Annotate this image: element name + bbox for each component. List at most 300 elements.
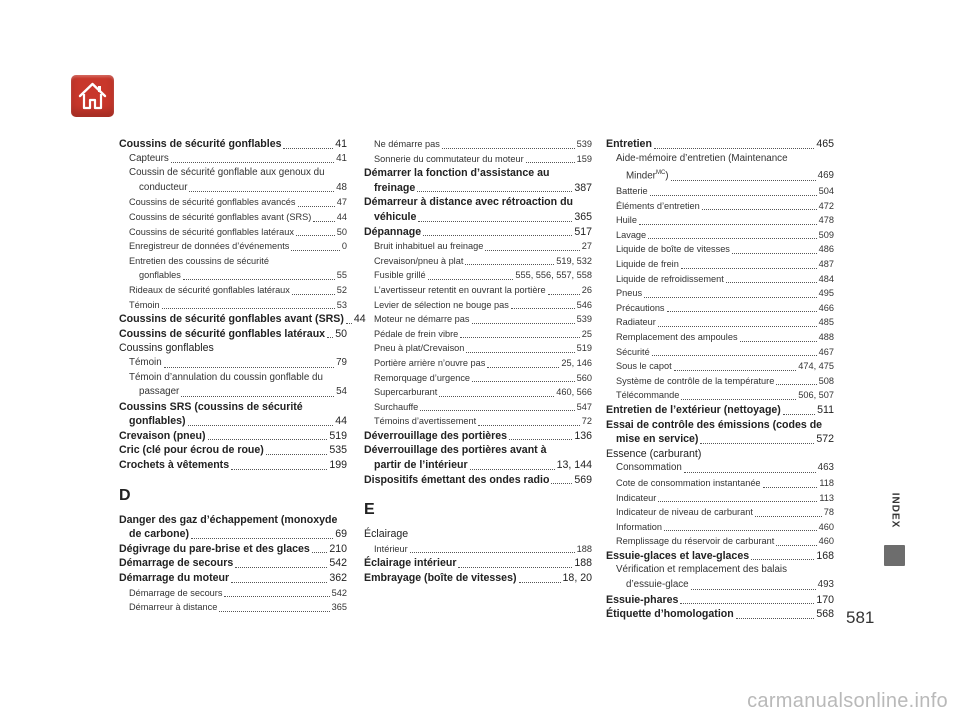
dot-leader — [423, 235, 572, 236]
index-subentry[interactable] — [364, 239, 592, 254]
entry-row — [616, 199, 834, 214]
index-entry[interactable] — [119, 513, 347, 542]
dot-leader — [658, 501, 817, 502]
index-subentry[interactable] — [606, 152, 834, 184]
entry-page[interactable]: 535 — [329, 444, 347, 457]
dot-leader — [509, 439, 572, 440]
index-entry[interactable] — [119, 571, 347, 586]
index-subentry[interactable] — [606, 491, 834, 506]
entry-text: Démarreur à distance — [129, 602, 218, 613]
entry-page[interactable]: 159 — [576, 153, 592, 164]
entry-row — [119, 327, 347, 342]
entry-page[interactable]: 560 — [576, 372, 592, 383]
entry-page[interactable]: 460, 566 — [556, 387, 592, 398]
entry-page[interactable]: 542 — [329, 557, 347, 570]
index-entry[interactable] — [606, 549, 834, 564]
entry-row — [119, 556, 347, 571]
dot-leader — [283, 148, 333, 149]
entry-page[interactable]: 387 — [574, 181, 592, 194]
entry-page[interactable]: 546 — [576, 299, 592, 310]
index-subentry[interactable] — [606, 476, 834, 491]
entry-text: Coussins de sécurité gonflables avancés — [129, 197, 296, 208]
home-icon — [76, 80, 109, 112]
index-subentry[interactable] — [119, 298, 347, 313]
dot-leader — [191, 538, 333, 539]
entry-row — [616, 213, 834, 228]
entry-row — [374, 327, 592, 342]
entry-text: Démarrage du moteur — [119, 572, 230, 585]
entry-page[interactable]: 466 — [818, 302, 834, 313]
entry-row — [374, 152, 592, 167]
entry-row — [129, 210, 347, 225]
index-tab-marker[interactable] — [884, 545, 905, 566]
entry-page[interactable]: 539 — [576, 139, 592, 149]
entry-page[interactable]: 517 — [574, 225, 592, 238]
entry-row — [616, 272, 834, 287]
entry-row — [616, 301, 834, 316]
entry-row — [606, 403, 834, 418]
entry-page[interactable]: 79 — [336, 356, 347, 368]
index-entry[interactable] — [119, 400, 347, 429]
entry-row — [119, 312, 366, 327]
dot-leader — [751, 559, 814, 560]
entry-row — [119, 542, 347, 557]
entry-row — [129, 283, 347, 298]
entry-text: Moteur ne démarre pas — [374, 314, 470, 325]
index-entry[interactable] — [364, 195, 592, 224]
entry-page[interactable]: 484 — [818, 273, 834, 284]
entry-text: Coussins de sécurité gonflables latéraux — [129, 226, 294, 237]
entry-page[interactable]: 488 — [818, 331, 834, 342]
dot-leader — [674, 370, 797, 371]
entry-row — [616, 166, 834, 184]
dot-leader — [410, 552, 575, 553]
entry-page[interactable]: 365 — [574, 210, 592, 223]
entry-page[interactable]: 474, 475 — [798, 361, 834, 372]
entry-text: Remorquage d’urgence — [374, 372, 471, 383]
entry-text: Capteurs — [129, 152, 169, 164]
index-subentry[interactable] — [606, 199, 834, 214]
dot-leader — [526, 162, 575, 163]
entry-page[interactable]: 69 — [335, 528, 347, 541]
index-subentry[interactable] — [606, 345, 834, 360]
entry-text: Ne démarre pas — [374, 139, 440, 149]
index-subentry[interactable] — [119, 225, 347, 240]
entry-page[interactable]: 78 — [823, 507, 834, 518]
index-subentry[interactable] — [364, 312, 592, 327]
entry-page[interactable]: 478 — [818, 215, 834, 226]
dot-leader — [428, 279, 514, 280]
entry-page[interactable]: 467 — [818, 346, 834, 357]
entry-row — [606, 549, 834, 564]
index-subentry[interactable] — [606, 534, 834, 549]
entry-page[interactable]: 188 — [576, 543, 592, 554]
entry-page[interactable]: 509 — [818, 229, 834, 240]
index-entry[interactable] — [119, 429, 347, 444]
dot-leader — [648, 238, 817, 239]
entry-page[interactable]: 25, 146 — [561, 357, 592, 368]
entry-page[interactable]: 136 — [574, 429, 592, 442]
entry-text: Système de contrôle de la température — [616, 375, 775, 386]
entry-text: Déverrouillage des portières avant à — [364, 444, 547, 457]
entry-text: Lavage — [616, 229, 647, 240]
entry-text: Sonnerie du commutateur du moteur — [374, 153, 524, 164]
entry-text: Liquide de boîte de vitesses — [616, 244, 730, 255]
entry-page[interactable]: 547 — [576, 401, 592, 412]
index-entry[interactable] — [364, 166, 592, 195]
entry-page[interactable]: 472 — [818, 200, 834, 211]
entry-row — [616, 491, 834, 506]
entry-page[interactable]: 519 — [329, 429, 347, 442]
dot-leader — [726, 282, 817, 283]
dot-leader — [487, 367, 559, 368]
index-subentry[interactable] — [364, 327, 592, 342]
index-subentry[interactable] — [364, 137, 592, 152]
index-subentry[interactable] — [364, 268, 592, 283]
entry-page[interactable]: 25 — [581, 328, 592, 339]
entry-text: Liquide de refroidissement — [616, 273, 724, 284]
dot-leader — [219, 611, 329, 612]
entry-text: Témoin d’annulation du coussin gonflable du — [129, 371, 323, 383]
index-entry[interactable] — [119, 542, 347, 557]
entry-page[interactable]: 519 — [576, 343, 592, 354]
entry-page[interactable]: 493 — [817, 579, 834, 591]
index-subentry[interactable] — [119, 195, 347, 210]
entry-text: Essuie-phares — [606, 593, 679, 606]
entry-page[interactable]: 44 — [336, 211, 347, 222]
index-subentry[interactable] — [606, 315, 834, 330]
dot-leader — [208, 439, 328, 440]
dot-leader — [231, 582, 327, 583]
entry-row — [616, 315, 834, 330]
entry-page[interactable]: 26 — [581, 284, 592, 295]
entry-text: Liquide de frein — [616, 259, 679, 270]
dot-leader — [418, 221, 572, 222]
dot-leader — [417, 191, 572, 192]
index-subentry[interactable] — [364, 298, 592, 313]
index-entry[interactable] — [119, 443, 347, 458]
entry-page[interactable]: 460 — [818, 521, 834, 532]
index-subentry[interactable] — [606, 242, 834, 257]
trademark-superscript: MC — [655, 170, 666, 177]
index-subentry[interactable] — [606, 388, 834, 403]
page-number: 581 — [846, 608, 875, 627]
entry-page[interactable]: 495 — [818, 288, 834, 299]
index-subentry[interactable] — [606, 461, 834, 476]
entry-text: Remplacement des ampoules — [616, 331, 738, 342]
entry-page[interactable]: 48 — [336, 181, 347, 193]
entry-row — [606, 137, 834, 152]
entry-row — [119, 429, 347, 444]
entry-text: gonflables) — [129, 415, 186, 428]
index-subentry[interactable] — [606, 257, 834, 272]
entry-page[interactable]: 486 — [818, 244, 834, 255]
dot-leader — [478, 425, 580, 426]
index-subentry[interactable] — [606, 563, 834, 592]
entry-page[interactable]: 113 — [819, 492, 834, 503]
entry-row — [129, 600, 347, 615]
index-entry[interactable] — [606, 593, 834, 608]
entry-page[interactable]: 44 — [353, 313, 366, 326]
entry-page[interactable]: 41 — [335, 138, 347, 150]
entry-text: Télécommande — [616, 390, 680, 401]
entry-page[interactable]: 50 — [336, 226, 347, 237]
index-subentry[interactable] — [606, 359, 834, 374]
dot-leader — [639, 224, 817, 225]
index-subentry[interactable] — [364, 400, 592, 415]
entry-text: L’avertisseur retentit en ouvrant la portière — [374, 284, 546, 295]
index-subentry[interactable] — [606, 228, 834, 243]
entry-row — [119, 571, 347, 586]
entry-text: freinage — [374, 181, 416, 194]
entry-page[interactable]: 18, 20 — [562, 572, 592, 585]
entry-page[interactable]: 508 — [818, 375, 834, 386]
entry-page[interactable]: 504 — [818, 186, 834, 197]
entry-row — [129, 225, 347, 240]
entry-page[interactable]: 44 — [335, 415, 347, 428]
entry-text: Cote de consommation instantanée — [616, 477, 761, 488]
entry-page[interactable]: 188 — [574, 557, 592, 570]
entry-text: mise en service) — [616, 433, 699, 446]
index-entry[interactable] — [364, 225, 592, 240]
index-subentry[interactable] — [119, 586, 347, 601]
dot-leader — [681, 399, 796, 400]
entry-text: Entretien de l’extérieur (nettoyage) — [606, 403, 781, 416]
entry-page[interactable]: 52 — [336, 284, 347, 295]
index-heading: Essence (carburant) — [606, 447, 702, 460]
entry-page[interactable]: 469 — [817, 170, 834, 182]
index-subentry[interactable] — [119, 254, 347, 283]
index-entry[interactable] — [119, 458, 347, 473]
watermark: carmanualsonline.info — [747, 690, 948, 712]
entry-text: Huile — [616, 215, 637, 226]
dot-leader — [783, 414, 815, 415]
entry-row — [364, 473, 592, 488]
entry-page[interactable]: 539 — [576, 314, 592, 325]
entry-page[interactable]: 72 — [581, 416, 592, 427]
dot-leader — [472, 323, 575, 324]
entry-page[interactable]: 463 — [817, 462, 834, 474]
entry-row — [129, 239, 347, 254]
index-subentry[interactable] — [364, 254, 592, 269]
index-entry[interactable] — [119, 327, 347, 342]
entry-page[interactable]: 27 — [581, 241, 592, 252]
entry-row — [364, 210, 592, 225]
entry-text: véhicule — [374, 210, 417, 223]
entry-row — [374, 414, 592, 429]
entry-text: Portière arrière n’ouvre pas — [374, 357, 486, 368]
entry-text: de carbone) — [129, 528, 190, 541]
entry-page[interactable]: 460 — [818, 536, 834, 547]
entry-text: Coussins de sécurité gonflables latéraux — [119, 327, 326, 340]
index-subentry[interactable] — [119, 152, 347, 167]
index-subentry[interactable] — [119, 239, 347, 254]
home-button[interactable] — [71, 75, 114, 117]
index-subentry[interactable] — [364, 283, 592, 298]
entry-text: Bruit inhabituel au freinage — [374, 241, 484, 252]
index-subentry[interactable] — [119, 166, 347, 195]
entry-row — [364, 225, 592, 240]
entry-page[interactable]: 118 — [819, 477, 834, 488]
entry-row — [129, 195, 347, 210]
index-entry[interactable] — [606, 137, 834, 152]
entry-text: Consommation — [616, 462, 682, 474]
index-entry[interactable] — [119, 137, 347, 152]
entry-page[interactable]: 519, 532 — [556, 255, 592, 266]
dot-leader — [681, 268, 817, 269]
index-subentry[interactable] — [119, 600, 347, 615]
index-subentry[interactable] — [119, 283, 347, 298]
entry-text: Rideaux de sécurité gonflables latéraux — [129, 284, 290, 295]
dot-leader — [189, 191, 334, 192]
dot-leader — [164, 367, 334, 368]
entry-row — [616, 578, 834, 593]
index-subentry[interactable] — [606, 301, 834, 316]
index-entry[interactable] — [119, 312, 366, 327]
entry-text: Information — [616, 521, 662, 532]
entry-row — [616, 359, 834, 374]
entry-page[interactable]: 487 — [818, 259, 834, 270]
index-subentry[interactable] — [364, 341, 592, 356]
entry-text: partir de l’intérieur — [374, 459, 468, 472]
index-subentry[interactable] — [364, 385, 592, 400]
entry-page[interactable]: 506, 507 — [798, 390, 834, 401]
entry-text: Aide-mémoire d’entretien (Maintenance — [616, 152, 788, 164]
index-subentry[interactable] — [606, 286, 834, 301]
entry-text: d’essuie-glace — [626, 579, 689, 591]
entry-row — [374, 254, 592, 269]
entry-page[interactable]: 210 — [329, 542, 347, 555]
entry-text: passager — [139, 386, 180, 398]
entry-row — [606, 432, 834, 447]
entry-text: Sous le capot — [616, 361, 672, 372]
dot-leader — [291, 250, 340, 251]
entry-text: Démarrer la fonction d’assistance au — [364, 167, 550, 180]
entry-row — [364, 181, 592, 196]
entry-text: Éclairage intérieur — [364, 557, 457, 570]
index-subentry[interactable] — [606, 213, 834, 228]
index-subentry[interactable] — [606, 374, 834, 389]
entry-page[interactable]: 199 — [329, 459, 347, 472]
index-subentry[interactable] — [606, 272, 834, 287]
entry-page[interactable]: 13, 144 — [556, 459, 592, 472]
entry-row — [119, 414, 347, 429]
dot-leader — [671, 180, 816, 181]
entry-row — [616, 184, 834, 199]
index-subentry[interactable] — [119, 356, 347, 371]
index-entry[interactable] — [119, 556, 347, 571]
dot-leader — [188, 425, 334, 426]
entry-page[interactable]: 362 — [329, 572, 347, 585]
entry-text: Minder$^{MC}$) — [626, 170, 669, 182]
index-entry[interactable] — [364, 443, 592, 472]
dot-leader — [776, 384, 816, 385]
entry-page[interactable]: 568 — [816, 608, 834, 621]
index-subentry[interactable] — [364, 152, 592, 167]
dot-leader — [235, 567, 327, 568]
entry-row — [616, 257, 834, 272]
entry-text: Étiquette d’homologation — [606, 608, 734, 621]
index-entry[interactable] — [606, 403, 834, 418]
entry-text: Supercarburant — [374, 387, 438, 398]
entry-page[interactable]: 50 — [335, 327, 347, 340]
entry-page[interactable]: 0 — [341, 241, 347, 252]
entry-page[interactable]: 47 — [336, 197, 347, 208]
index-subentry[interactable] — [606, 184, 834, 199]
entry-page[interactable]: 555, 556, 557, 558 — [515, 270, 592, 281]
index-subentry[interactable] — [606, 330, 834, 345]
entry-text: Levier de sélection ne bouge pas — [374, 299, 509, 310]
index-subentry[interactable] — [119, 371, 347, 400]
dot-leader — [684, 472, 816, 473]
index-subentry[interactable] — [606, 520, 834, 535]
index-subentry[interactable] — [364, 371, 592, 386]
index-entry[interactable] — [364, 473, 592, 488]
dot-leader — [732, 253, 817, 254]
entry-page[interactable]: 572 — [816, 433, 834, 446]
dot-leader — [465, 264, 554, 265]
index-entry[interactable] — [364, 571, 592, 586]
index-subentry[interactable] — [119, 210, 347, 225]
entry-page[interactable]: 542 — [331, 587, 347, 598]
dot-leader — [658, 326, 817, 327]
entry-row — [374, 400, 592, 415]
entry-page[interactable]: 55 — [336, 270, 347, 281]
index-subentry[interactable] — [364, 414, 592, 429]
index-subentry[interactable] — [364, 356, 592, 371]
entry-text: Dégivrage du pare-brise et des glaces — [119, 542, 310, 555]
entry-page[interactable]: 485 — [818, 317, 834, 328]
dot-leader — [183, 279, 335, 280]
index-subentry[interactable] — [606, 505, 834, 520]
entry-text: conducteur — [139, 181, 188, 193]
index-entry[interactable] — [606, 418, 834, 447]
index-entry[interactable] — [364, 429, 592, 444]
entry-page[interactable]: 168 — [816, 549, 834, 562]
entry-page[interactable]: 54 — [336, 386, 347, 398]
index-subentry[interactable] — [364, 542, 592, 557]
dot-leader — [650, 195, 817, 196]
entry-row — [129, 356, 347, 371]
entry-page[interactable]: 170 — [816, 593, 834, 606]
entry-page[interactable]: 511 — [817, 403, 834, 416]
entry-text: Cric (clé pour écrou de roue) — [119, 444, 264, 457]
index-entry[interactable] — [606, 607, 834, 622]
entry-page[interactable]: 365 — [331, 602, 347, 613]
dot-leader — [755, 516, 822, 517]
entry-text: Coussins SRS (coussins de sécurité — [119, 400, 303, 413]
dot-leader — [511, 308, 575, 309]
dot-leader — [644, 297, 817, 298]
dot-leader — [740, 341, 817, 342]
entry-page[interactable]: 41 — [336, 152, 347, 164]
dot-leader — [654, 148, 814, 149]
index-entry[interactable] — [364, 556, 592, 571]
index-column-2 — [364, 137, 592, 586]
dot-leader — [458, 567, 572, 568]
entry-row — [616, 520, 834, 535]
entry-page[interactable]: 53 — [336, 299, 347, 310]
entry-page[interactable]: 465 — [816, 138, 834, 150]
entry-row — [374, 385, 592, 400]
dot-leader — [420, 410, 574, 411]
entry-row — [374, 283, 592, 298]
entry-row — [374, 371, 592, 386]
entry-row — [119, 443, 347, 458]
entry-page[interactable]: 569 — [574, 473, 592, 486]
entry-row — [364, 458, 592, 473]
entry-row — [616, 345, 834, 360]
